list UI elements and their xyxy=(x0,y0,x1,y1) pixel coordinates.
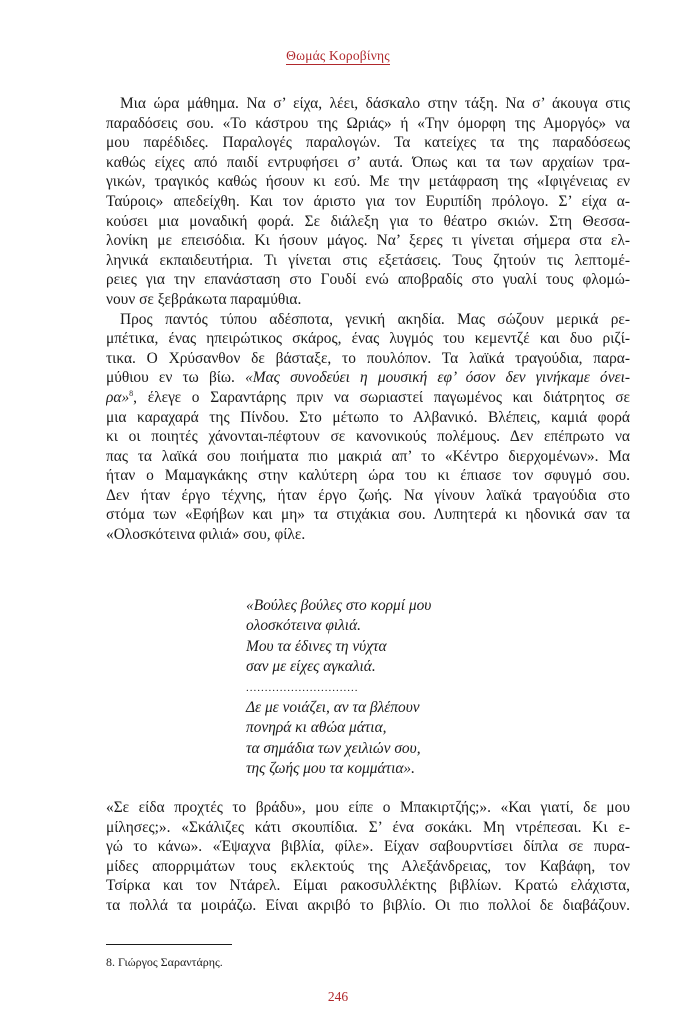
text-line: «Ολοσκότεινα φιλιά» σου, φίλε. xyxy=(106,526,306,544)
quoted-verse: «Μας συνοδεύει η μουσική εφ’ όσον δεν γινήκαμε όνει- xyxy=(245,369,630,387)
text-line: ληνικά εκπαιδευτήρια. Τι γίνεται στις εξετάσεις. Τους ζητούν τις λεπτομέ- xyxy=(106,251,630,269)
text-line: μου παρέδιδες. Παραλογές παραλογών. Τα κατείχες τα της παραδόσεως xyxy=(106,134,630,152)
running-head-author: Θωμάς Κοροβίνης xyxy=(286,48,390,63)
text-line: μπέτικα, ένας ηπειρώτικος σκάρος, ένας λυγμός του κεμεντζέ και δυο ριζί- xyxy=(106,330,630,348)
poem-line: πονηρά κι αθώα μάτια, xyxy=(246,719,387,737)
text-line: Τσίρκα και τον Ντάρελ. Είμαι ρακοσυλλέκτης βιβλίων. Κρατώ ελάχιστα, xyxy=(106,877,630,895)
footnote: 8. Γιώργος Σαραντάρης. xyxy=(106,955,223,969)
poem-line: τα σημάδια των χειλιών σου, xyxy=(246,739,421,757)
poem-block xyxy=(246,596,431,780)
text-line: πας τα λαϊκά σου ποιήματα πιο μακριά απ’ το «Κέντρο διερχομένων». Μα xyxy=(106,447,630,465)
text-line: κούσει μια μοναδική φορά. Σε διάλεξη για το θέατρο σκιών. Στη Θεσσα- xyxy=(106,212,630,230)
poem-line: «Βούλες βούλες στο κορμί μου xyxy=(246,597,432,614)
text-line: Ταύροις» απεδείχθη. Και τον άριστο για τον Ευριπίδη πρόλογο. Σ’ είχα α- xyxy=(106,192,630,210)
poem-ellipsis: .............................. xyxy=(246,681,359,694)
text-line: κι οι ποιητές χάνονται-πέφτουν σε κανονικούς πολέμους. Δεν επέπρωτο να xyxy=(106,428,630,446)
poem-line: Δε με νοιάζει, αν τα βλέπουν xyxy=(246,699,420,717)
text-line xyxy=(106,388,630,408)
text-fragment: μύθιου εν τω βίω. xyxy=(106,369,246,387)
text-line: παραδόσεις σου. «Το κάστρου της Ωριάς» ή «Την όμορφη της Αμοργός» να xyxy=(106,114,630,132)
main-text xyxy=(106,94,630,545)
text-fragment: , έλεγε ο Σαραντάρης πριν να σωριαστεί παγωμένος και διάτρητος σε xyxy=(133,388,630,406)
text-line: μίδες απορριμάτων τους εκλεκτούς της Αλεξάνδρειας, τον Καβάφη, τον xyxy=(106,857,630,875)
quoted-verse: ρα» xyxy=(106,388,130,406)
text-line: Μια ώρα μάθημα. Να σ’ είχα, λέει, δάσκαλο στην τάξη. Να σ’ άκουγα στις xyxy=(120,95,630,112)
text-line: τα πολλά τα μοιράζω. Είναι ακριβό το βιβλίο. Οι πιο πολλοί δε διαβάζουν. xyxy=(106,896,630,914)
poem-line: της ζωής μου τα κομμάτια». xyxy=(246,760,415,778)
paragraph-3 xyxy=(106,798,630,916)
text-line: ρειες για την επανάσταση στο Γουδί ενώ αποβραδίς στο γυαλί τους φλομώ- xyxy=(106,271,630,289)
text-line: γώ το κάνω». «Έψαχνα βιβλία, φίλε». Είχαν σαβουρντίσει δίπλα σε πυρα- xyxy=(106,838,630,856)
text-line xyxy=(106,368,630,388)
text-line: γικών, τραγικός καθώς ήσουν κι εσύ. Με την μετάφραση της «Ιφιγένειας εν xyxy=(106,173,630,191)
text-line: καθώς είχες από παιδί εντρυφήσει σ’ αυτά. Όπως και τα των αρχαίων τρα- xyxy=(106,153,630,171)
text-line: νουν σε ξεβράκωτα παραμύθια. xyxy=(106,290,302,308)
footnote-divider xyxy=(106,944,232,945)
running-head xyxy=(0,48,676,64)
text-line: Προς παντός τύπου αδέσποτα, γενική ακηδία. Μας σώζουν μερικά ρε- xyxy=(120,310,630,328)
poem-line: ολοσκότεινα φιλιά. xyxy=(246,617,361,635)
text-line: λονίκη με επεισόδια. Κι ήσουν μάγος. Να’ ξερες τι γίνεται σήμερα στα ελ- xyxy=(106,232,630,250)
text-line: μίλησες;». «Σκάλιζες κάτι σκουπίδια. Σ’ ένα σοκάκι. Μη ντρέπεσαι. Κι ε- xyxy=(106,818,630,836)
text-line: μια καραχαρά της Πίνδου. Στο μέτωπο το Αλβανικό. Βλέπεις, καμιά φορά xyxy=(106,408,630,426)
page-number: 246 xyxy=(327,989,349,1004)
paragraph-2 xyxy=(106,310,630,545)
paragraph-1 xyxy=(106,94,630,310)
poem-line: Μου τα έδινες τη νύχτα xyxy=(246,637,387,655)
text-line: στόμα των «Εφήβων και μη» τα στιχάκια σου. Λυπητερά κι ηδονικά σαν τα xyxy=(106,506,630,524)
text-line: Δεν ήταν έργο τέχνης, ήταν έργο ζωής. Να γίνουν λαϊκά τραγούδια στο xyxy=(106,486,630,504)
text-line: «Σε είδα προχτές το βράδυ», μου είπε ο Μπακιρτζής;». «Και γιατί, δε μου xyxy=(106,799,630,816)
poem-line: σαν με είχες αγκαλιά. xyxy=(246,658,376,676)
footnote-reference[interactable]: 8 xyxy=(129,388,134,398)
text-line: τικα. Ο Χρύσανθον δε βάσταξε, το πουλόπον. Τα λαϊκά τραγούδια, παρα- xyxy=(106,349,630,367)
text-line: ήταν ο Μαμαγκάκης στην καλύτερη ώρα του κι έπιασε τον σφυγμό σου. xyxy=(106,467,630,485)
